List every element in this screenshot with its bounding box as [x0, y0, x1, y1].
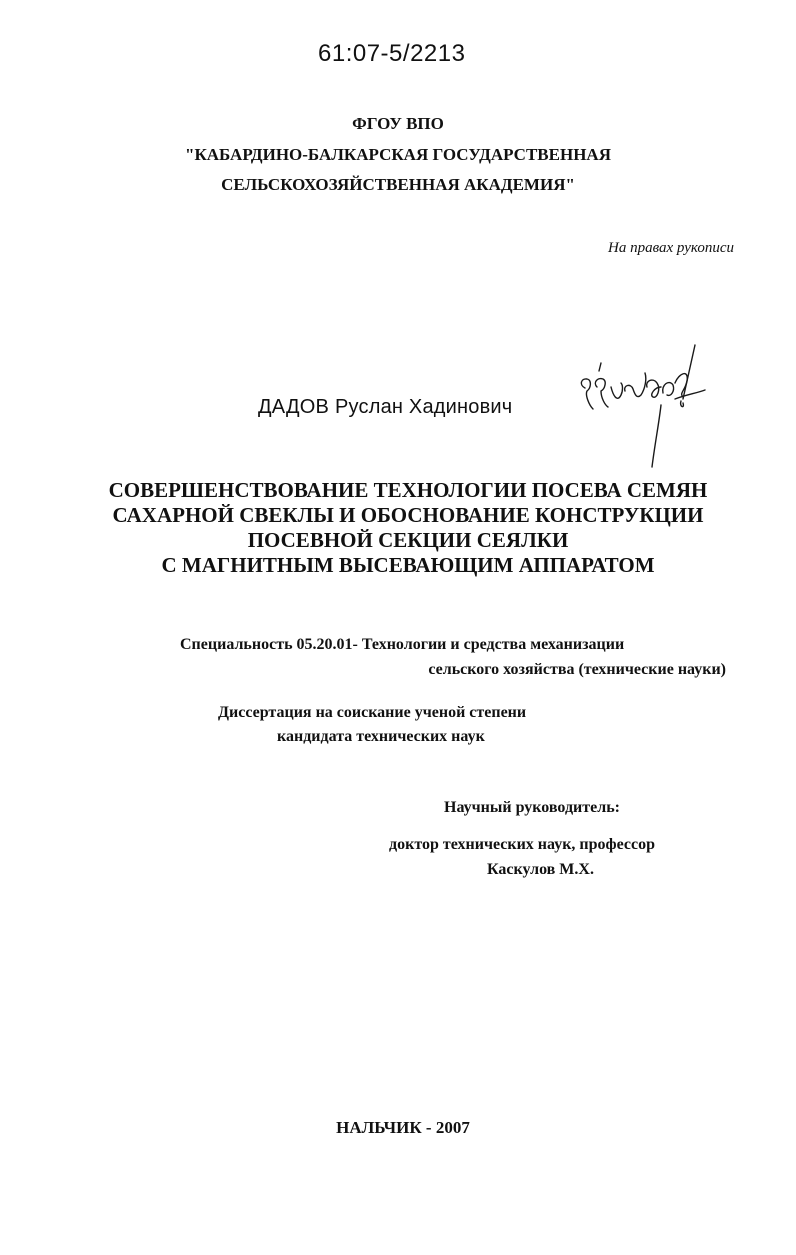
specialty-line-1: Специальность 05.20.01- Технологии и средства механизации [180, 636, 625, 653]
title-line-4: С МАГНИТНЫМ ВЫСЕВАЮЩИМ АППАРАТОМ [161, 553, 655, 577]
manuscript-note: На правах рукописи [608, 240, 734, 256]
title-line-1: СОВЕРШЕНСТВОВАНИЕ ТЕХНОЛОГИИ ПОСЕВА СЕМЯН [108, 478, 708, 502]
supervisor-name: Каскулов М.Х. [487, 861, 594, 878]
title-line-3: ПОСЕВНОЙ СЕКЦИИ СЕЯЛКИ [247, 528, 569, 552]
dissertation-line-2: кандидата технических наук [277, 728, 485, 745]
thesis-title [0, 478, 796, 578]
title-line-2: САХАРНОЙ СВЕКЛЫ И ОБОСНОВАНИЕ КОНСТРУКЦИИ [112, 503, 704, 527]
organization-line-3: СЕЛЬСКОХОЗЯЙСТВЕННАЯ АКАДЕМИЯ" [221, 175, 575, 194]
document-code: 61:07-5/2213 [318, 40, 466, 67]
place-and-year: НАЛЬЧИК - 2007 [336, 1118, 470, 1137]
specialty-line-2: сельского хозяйства (технические науки) [428, 661, 726, 678]
dissertation-line-1: Диссертация на соискание ученой степени [218, 704, 527, 721]
organization-line-2: "КАБАРДИНО-БАЛКАРСКАЯ ГОСУДАРСТВЕННАЯ [185, 145, 611, 164]
handwritten-signature [575, 343, 710, 468]
organization-line-1: ФГОУ ВПО [352, 114, 444, 133]
author-first-names: Руслан Хадинович [335, 396, 513, 418]
supervisor-label: Научный руководитель: [444, 799, 620, 816]
author-name [258, 396, 512, 419]
author-surname: ДАДОВ [258, 396, 329, 418]
supervisor-degree: доктор технических наук, профессор [389, 836, 656, 853]
